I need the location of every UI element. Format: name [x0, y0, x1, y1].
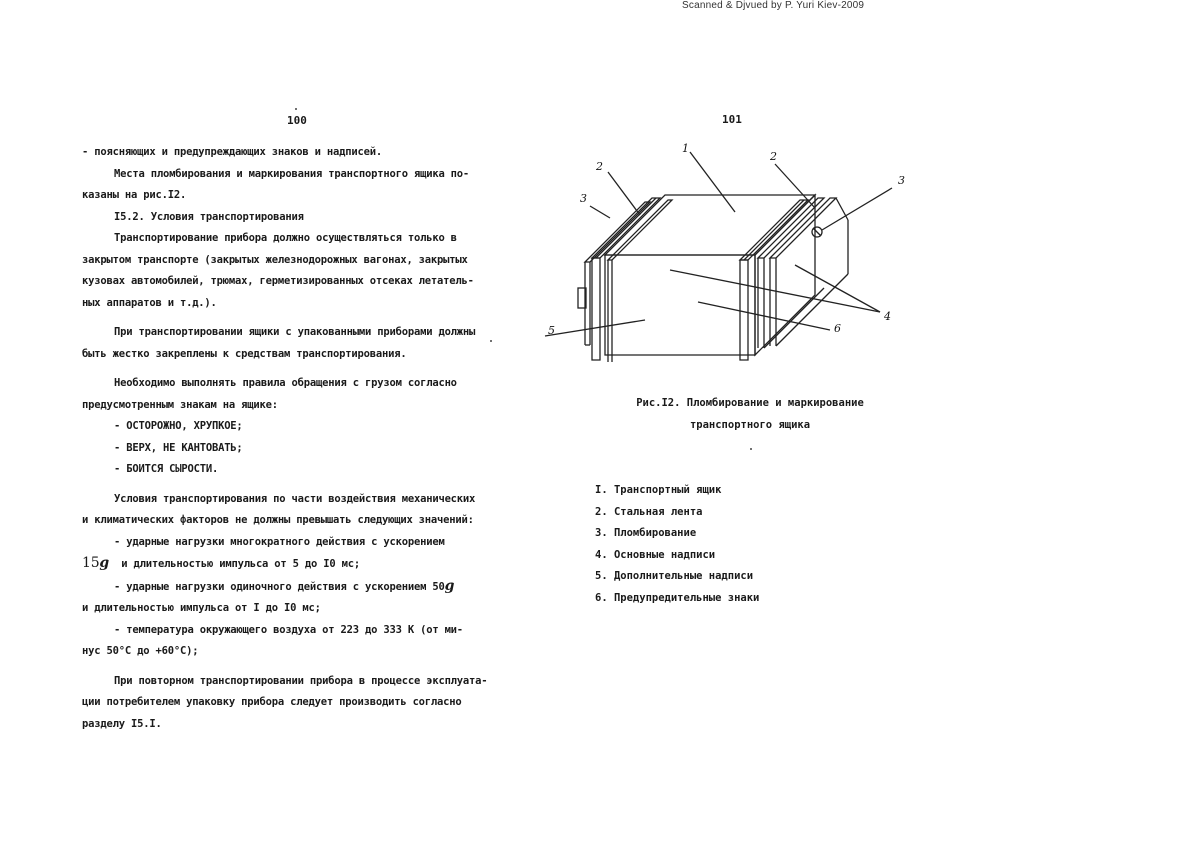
text-line-with-accel — [82, 553, 512, 576]
text-line: быть жестко закреплены к средствам транспортирования. — [82, 344, 512, 366]
figure-caption — [600, 392, 900, 436]
callout-2-left: 2 — [595, 160, 603, 173]
text-line: - ударные нагрузки одиночного действия с ускорением 50 — [114, 581, 445, 593]
text-line: - температура окружающего воздуха от 223 до 333 К (от ми- — [82, 620, 512, 642]
legend-item: I. Транспортный ящик — [595, 480, 759, 502]
text-line: Транспортирование прибора должно осуществляться только в — [82, 228, 512, 250]
text-line: нус 50°С до +60°С); — [82, 641, 512, 663]
text-line-with-g — [82, 576, 512, 599]
legend-item: 4. Основные надписи — [595, 545, 759, 567]
legend-item: 3. Пломбирование — [595, 523, 759, 545]
callout-1: 1 — [682, 142, 689, 155]
page-number-right: 101 — [722, 113, 742, 126]
text-line: и длительностью импульса от I до I0 мс; — [82, 598, 512, 620]
leader-4a — [670, 270, 880, 312]
callout-6: 6 — [834, 322, 841, 335]
text-line: При транспортировании ящики с упакованными приборами должны — [82, 322, 512, 344]
warning-sign-line: - БОИТСЯ СЫРОСТИ. — [82, 459, 512, 481]
leader-2-right — [775, 164, 815, 208]
figure-12-transport-box — [530, 140, 930, 370]
text-line: - ударные нагрузки многократного действия с ускорением — [82, 532, 512, 554]
section-heading: I5.2. Условия транспортирования — [82, 207, 512, 229]
legend-item: 6. Предупредительные знаки — [595, 588, 759, 610]
accel-15: 15 — [82, 555, 99, 571]
figure-legend — [595, 480, 759, 609]
text-line: ных аппаратов и т.д.). — [82, 293, 512, 315]
text-line: Необходимо выполнять правила обращения с грузом согласно — [82, 373, 512, 395]
box-drawing — [530, 140, 930, 370]
text-line: кузовах автомобилей, трюмах, герметизированных отсеках летатель- — [82, 271, 512, 293]
leader-5 — [545, 320, 645, 336]
text-line: При повторном транспортировании прибора в процессе эксплуата- — [82, 671, 512, 693]
caption-line: транспортного ящика — [600, 414, 900, 436]
leader-3-right — [822, 188, 892, 230]
caption-line: Рис.I2. Пломбирование и маркирование — [600, 392, 900, 414]
callout-4: 4 — [883, 310, 891, 323]
callout-3-left: 3 — [580, 192, 587, 205]
scan-watermark: Scanned & Djvued by P. Yuri Kiev-2009 — [682, 0, 864, 11]
legend-item: 5. Дополнительные надписи — [595, 566, 759, 588]
callout-5: 5 — [548, 324, 555, 337]
callout-3-right: 3 — [898, 174, 905, 187]
text-line: казаны на рис.I2. — [82, 185, 512, 207]
leader-3-left — [590, 206, 610, 218]
leader-1 — [690, 152, 735, 212]
text-line: предусмотренным знакам на ящике: — [82, 395, 512, 417]
left-page-text — [82, 142, 512, 735]
text-line: разделу I5.I. — [82, 714, 512, 736]
page-number-left: 100 — [287, 114, 307, 127]
box-front-face — [605, 255, 755, 355]
text-line: закрытом транспорте (закрытых железнодорожных вагонах, закрытых — [82, 250, 512, 272]
steel-band-left-front — [592, 258, 600, 360]
legend-item: 2. Стальная лента — [595, 502, 759, 524]
leader-2-left — [608, 172, 640, 215]
scan-speck — [295, 108, 297, 110]
scan-speck — [750, 448, 752, 450]
warning-sign-line: - ОСТОРОЖНО, ХРУПКОЕ; — [82, 416, 512, 438]
text-line: Условия транспортирования по части воздействия механических — [82, 489, 512, 511]
text-line: ции потребителем упаковку прибора следует производить согласно — [82, 692, 512, 714]
text-line: - поясняющих и предупреждающих знаков и надписей. — [82, 142, 512, 164]
g-symbol: g — [99, 555, 109, 571]
text-line: и длительностью импульса от 5 до I0 мс; — [121, 558, 360, 570]
warning-sign-line: - ВЕРХ, НЕ КАНТОВАТЬ; — [82, 438, 512, 460]
scan-speck — [490, 340, 492, 342]
callout-2-right: 2 — [769, 150, 777, 163]
text-line: Места пломбирования и маркирования транспортного ящика по- — [82, 164, 512, 186]
steel-band-right-front — [740, 260, 748, 360]
g-symbol: g — [445, 578, 455, 594]
text-line: и климатических факторов не должны превышать следующих значений: — [82, 510, 512, 532]
